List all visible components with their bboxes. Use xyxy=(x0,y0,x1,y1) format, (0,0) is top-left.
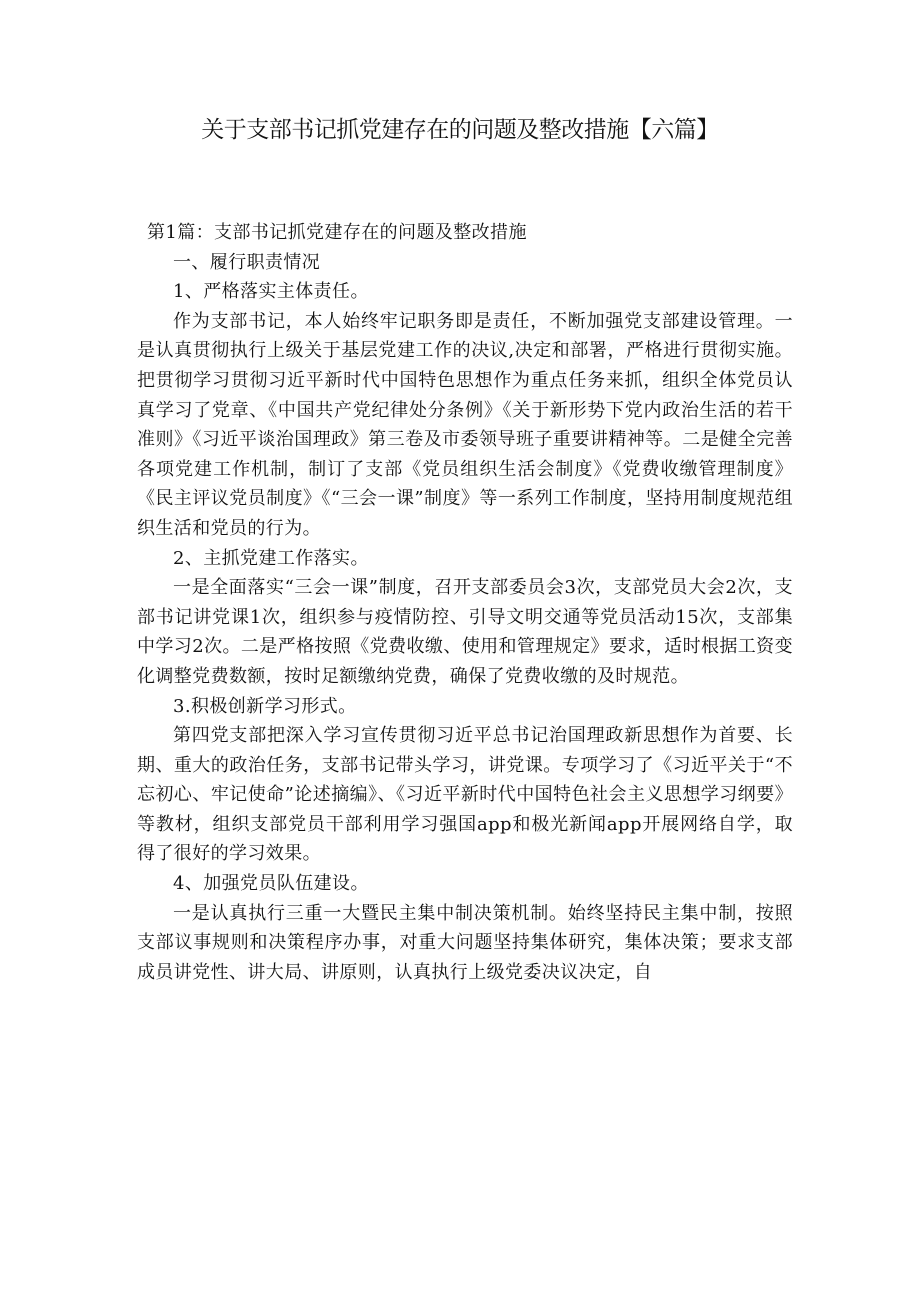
document-body xyxy=(137,218,793,987)
item-heading: 1、严格落实主体责任。 xyxy=(173,281,369,303)
paragraph: 一是全面落实“三会一课”制度，召开支部委员会3次，支部党员大会2次，支部书记讲党课1次，组织参与疫情防控、引导文明交通等党员活动15次，支部集中学习2次。二是严格按照《党费收缴、使用和管理规定》要求，适时根据工资变化调整党费数额，按时足额缴纳党费，确保了党费收缴的及时规范。 xyxy=(137,577,793,687)
paragraph: 作为支部书记，本人始终牢记职务即是责任，不断加强党支部建设管理。一是认真贯彻执行上级关于基层党建工作的决议,决定和部署，严格进行贯彻实施。把贯彻学习贯彻习近平新时代中国特色思想作为重点任务来抓，组织全体党员认真学习了党章、《中国共产党纪律处分条例》《关于新形势下党内政治生活的若干准则》《习近平谈治国理政》第三卷及市委领导班子重要讲精神等。二是健全完善各项党建工作机制，制订了支部《党员组织生活会制度》《党费收缴管理制度》《民主评议党员制度》《“三会一课”制度》等一系列工作制度，坚持用制度规范组织生活和党员的行为。 xyxy=(137,310,793,539)
document-title: 关于支部书记抓党建存在的问题及整改措施【六篇】 xyxy=(201,117,719,143)
item-heading: 2、主抓党建工作落实。 xyxy=(173,547,369,569)
paragraph: 第四党支部把深入学习宣传贯彻习近平总书记治国理政新思想作为首要、长期、重大的政治任务，支部书记带头学习，讲党课。专项学习了《习近平关于“不忘初心、牢记使命”论述摘编》、《习近平新时代中国特色社会主义思想学习纲要》等教材，组织支部党员干部利用学习强国app和极光新闻app开展网络自学，取得了很好的学习效果。 xyxy=(137,725,793,865)
item-heading: 3.积极创新学习形式。 xyxy=(173,695,357,717)
paragraph: 一是认真执行三重一大暨民主集中制决策机制。始终坚持民主集中制，按照支部议事规则和决策程序办事，对重大问题坚持集体研究，集体决策；要求支部成员讲党性、讲大局、讲原则，认真执行上级党委决议决定，自 xyxy=(137,902,793,983)
section-heading: 一、履行职责情况 xyxy=(173,251,321,273)
part-heading: 第1篇：支部书记抓党建存在的问题及整改措施 xyxy=(147,222,527,243)
item-heading: 4、加强党员队伍建设。 xyxy=(173,873,369,895)
